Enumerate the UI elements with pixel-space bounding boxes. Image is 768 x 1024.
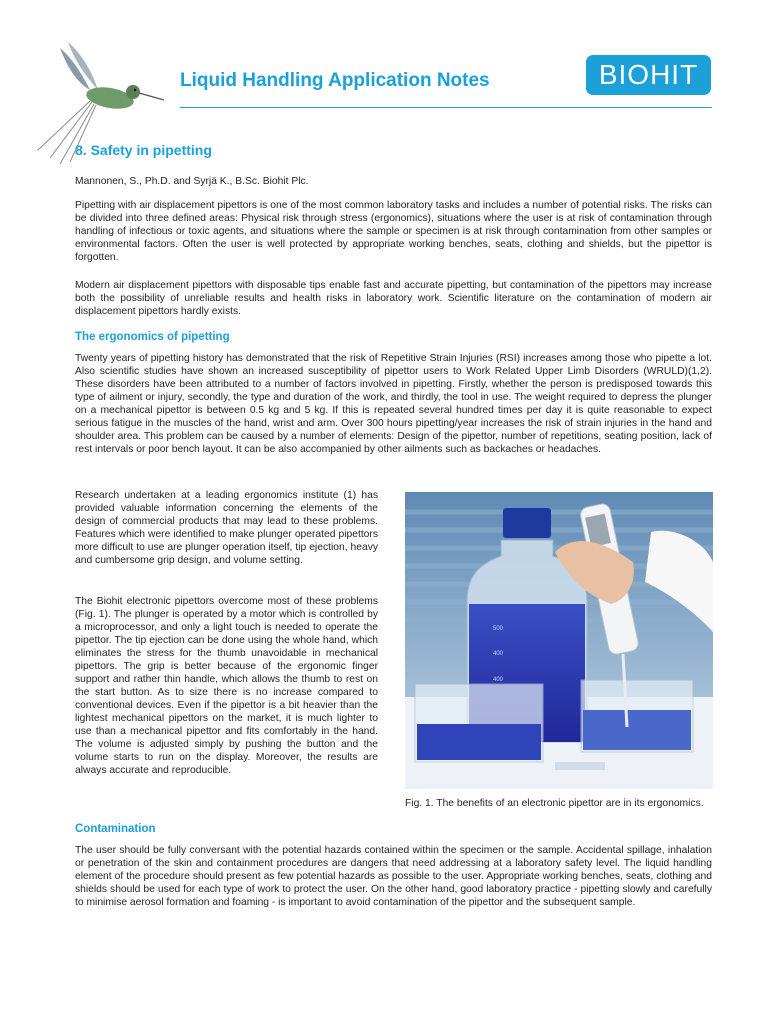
contamination-paragraph: The user should be fully conversant with the potential hazards contained within the specimen or the sample. Accidental spillage, inhalation or penetration of the skin and containment procedures are dangers that need addressing at a laboratory safety level. The liquid handling element of the procedure should present as few potential hazards as possible to the user. Appropriate working benches, seats, clothing and shields should be used for each type of work to protect the user. On the other hand, good laboratory practice - pipetting slowly and carefully to minimise aerosol formation and foaming - is important to avoid contamination of the pipettor and the subsequent sample. [75,845,712,908]
bottle-mark-500: 500 [493,626,504,632]
figure-caption: Fig. 1. The benefits of an electronic pipettor are in its ergonomics. [405,798,704,809]
right-beaker-liquid [583,710,691,750]
slide-reflection [555,762,605,770]
biohit-logo: BIOHIT [586,55,711,95]
intro-paragraph-2: Modern air displacement pipettors with disposable tips enable fast and accurate pipetting, but contamination of the pipettors may increase both the possibility of unreliable results and health risks in laboratory work. Scientific literature on the contamination of modern air displacement pipettors hardly exists. [75,280,712,317]
bird-beak [139,93,164,100]
pipetting-photo [405,492,713,789]
electronic-pipettor-paragraph: The Biohit electronic pipettors overcome most of these problems (Fig. 1). The plunger is operated by a motor which is controlled by a microprocessor, and only a light touch is needed to operate the pipettor. The tip ejection can be done using the whole hand, which eliminates the stress for the thumb unavoidable in mechanical pipettors. The grip is better because of the ergonomic finger support and rather thin handle, which allows the thumb to rest on the start button. As to size there is no increase compared to conventional devices. Even if the pipettor is a bit heavier than the lightest mechanical pipettors on the market, it is much lighter to use than a mechanical pipettor and fits comfortably in the hand. The volume is adjusted simply by pushing the button and the volume starts to run on the display. Moreover, the results are always accurate and reproducible. [75,596,378,776]
bottle-mark-400: 400 [493,651,504,657]
research-paragraph: Research undertaken at a leading ergonomics institute (1) has provided valuable information concerning the elements of the design of commercial products that may lead to these problems. Features which were identified to make plunger operated pipettors more difficult to use are plunger operation itself, tip ejection, heavy and cumbersome grip design, and volume setting. [75,490,378,566]
authors-line: Mannonen, S., Ph.D. and Syrjä K., B.Sc. Biohit Plc. [75,176,309,187]
contamination-heading: Contamination [75,823,156,835]
ergonomics-heading: The ergonomics of pipetting [75,331,230,343]
intro-paragraph-1: Pipetting with air displacement pipettors is one of the most common laboratory tasks and includes a number of potential risks. The risks can be divided into three defined areas: Physical risk through stress (ergonomics), situations where the user is at risk of contamination through handling of infectious or toxic agents, and situations where the sample or specimen is at risk through contamination from other samples or environmental factors. Often the user is well protected by appropriate working benches, seats, clothing and shields, but the pipettor is forgotten. [75,200,712,263]
bottle-mark-low: 400 [493,677,504,683]
article-title: 8. Safety in pipetting [75,142,212,158]
bird-eye [134,89,136,91]
header-divider [180,107,712,108]
ergonomics-paragraph: Twenty years of pipetting history has demonstrated that the risk of Repetitive Strain Injuries (RSI) increases among those who pipette a lot. Also scientific studies have shown an increased susceptibility of pipettor users to Work Related Upper Limb Disorders (WRULD)(1,2). These disorders have been attributed to a number of factors involved in pipetting. Firstly, whether the person is predisposed towards this type of ailment or injury, secondly, the type and duration of the work, and thirdly, the tool in use. The weight required to depress the plunger on a mechanical pipettor is between 0.5 kg and 5 kg. If this is repeated several hundred times per day it is quite reasonable to expect serious fatigue in the muscles of the hand, wrist and arm. Over 300 hours pipetting/year increases the risk of strain injuries in the hand and shoulder area. This problem can be caused by a number of elements: Design of the pipettor, number of repetitions, seating position, lack of rest intervals or poor bench layout. It can be also accompanied by other ailments such as backaches or headaches. [75,353,712,455]
bottle-cap [503,508,551,538]
header-title: Liquid Handling Application Notes [180,70,490,91]
left-beaker-liquid [417,724,541,760]
bird-head [126,85,140,99]
